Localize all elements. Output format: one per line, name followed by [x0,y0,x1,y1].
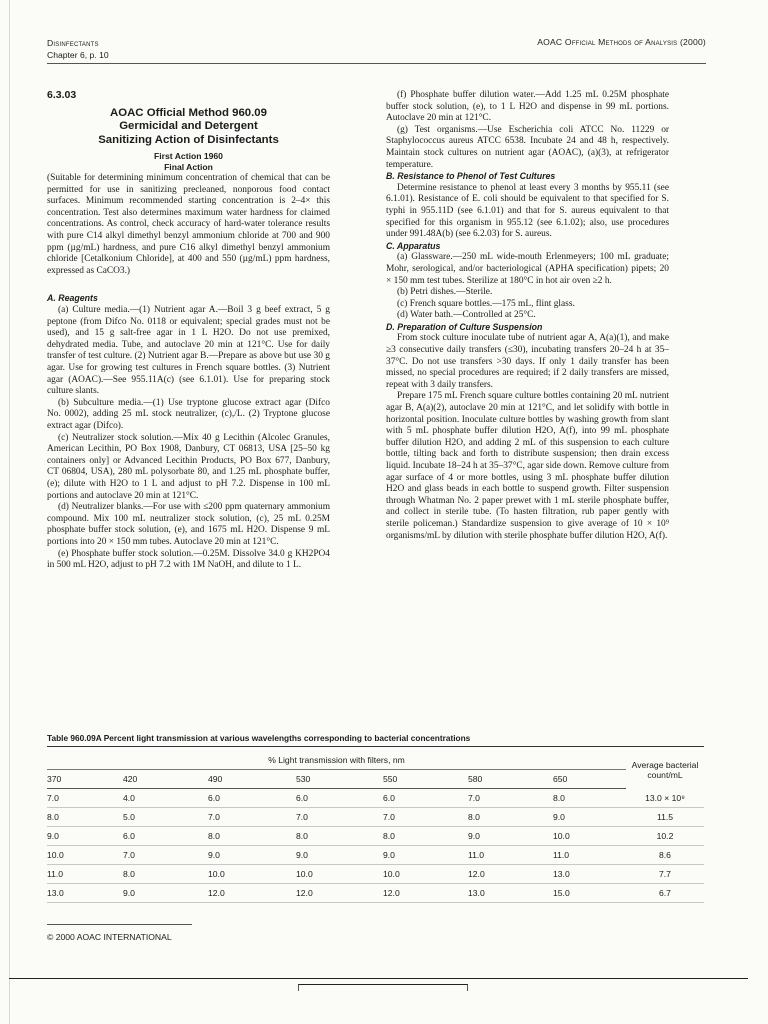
table-column-header: 530 [296,770,383,789]
table-cell: 6.0 [123,827,208,846]
table-title: Table 960.09A Percent light transmission at various wavelengths corresponding to bacterial concentrations [47,733,471,743]
table-cell: 6.0 [208,789,296,808]
table-cell: 9.0 [553,808,626,827]
table-cell: 7.0 [468,789,553,808]
table-cell: 8.0 [468,808,553,827]
left-column [47,90,330,572]
method-title [47,107,330,148]
reagent-g: (g) Test organisms.—Use Escherichia coli ATCC No. 11229 or Staphylococcus aureus ATCC 6538. Incubate 24 and 48 h, respectively. Maintain stock cultures on nutrient agar (AOAC), (a)(3), at refrigerator temperature. [386,124,669,170]
table-cell: 9.0 [208,846,296,865]
reagent-d: (d) Neutralizer blanks.—For use with ≤200 ppm quaternary ammonium compound. Mix 100 mL neutralizer stock solution, (c), 25 mL 0.25M phosphate buffer stock solution, (e), and 1675 mL H2O. Dispense 9 mL portions into 20 × 150 mm tubes. Autoclave 20 min at 121°C. [47,502,330,547]
table-cell-count: 11.5 [626,808,704,827]
apparatus-c: (c) French square bottles.—175 mL, flint glass. [397,298,575,309]
section-number: 6.3.03 [47,89,77,101]
table-avg-header: Average bacterial count/mL [631,759,699,780]
reagent-f: (f) Phosphate buffer dilution water.—Add 1.25 mL 0.25M phosphate buffer stock solution, (e), to 1 L H2O and dispense in 99 mL portions. Autoclave 20 min at 121°C. [386,90,669,124]
table-cell: 9.0 [468,827,553,846]
section-d-heading: D. Preparation of Culture Suspension [386,321,543,332]
scan-edge-line [9,978,748,979]
table-cell: 9.0 [123,884,208,903]
table-column-headers [47,770,704,789]
section-d-paragraph-2: Prepare 175 mL French square culture bottles containing 20 mL nutrient agar B, A(a)(2), autoclave 20 min at 121°C, and let solidify with bottle in horizontal position. Inoculate culture bottles by washing growth from slant with 5 mL phosphate buffer dilution H2O, A(f), into 99 mL phosphate buffer dilution H2O, and adding 2 mL of this suspension to each culture bottle, tilting back and forth to distribute suspension; then drain excess liquid. Incubate 18–24 h at 35–37°C, agar side down. Remove culture from agar surface of 4 or more bottles, using 3 mL phosphate buffer dilution H2O and glass beads in each bottle to suspend growth. Filter suspension through Whatman No. 2 paper prewet with 1 mL sterile phosphate buffer, and collect in sterile tube. (To hasten filtration, rub paper gently with sterile policeman.) Standardize suspension to give average of 10 × 10⁹ organisms/mL by dilution with sterile phosphate buffer dilution H2O, A(f). [386,391,669,541]
section-b-heading: B. Resistance to Phenol of Test Cultures [386,171,556,182]
table-cell: 8.0 [47,808,123,827]
intro-paragraph: (Suitable for determining minimum concentration of chemical that can be permitted for use in sanitizing precleaned, nonporous food contact surfaces. Minimum recommended starting concentration is 2–4× this concentration. Test also determines maximum water hardness for claimed concentrations. As control, check accuracy of hard-water tolerance results with pure C14 alkyl dimethyl benzyl ammonium chloride at 700 and 900 ppm (µg/mL) hardness, and pure C16 alkyl dimethyl benzyl ammonium chloride [Cetalkonium Chloride], at 400 and 550 (µg/mL) ppm hardness, expressed as CaCO3.) [47,173,330,276]
table-row [47,808,704,827]
table-cell-count: 6.7 [626,884,704,903]
table-cell-count: 10.2 [626,827,704,846]
table-cell: 10.0 [47,846,123,865]
page-edge [9,0,10,1024]
table-cell: 8.0 [296,827,383,846]
table-cell: 10.0 [296,865,383,884]
final-action: Final Action [164,162,213,173]
section-d-paragraph-1: From stock culture inoculate tube of nutrient agar A, A(a)(1), and make ≥3 consecutive daily transfers (≤30), incubating transfers 20–24 h at 35–37°C. Do not use transfers >30 days. If only 1 daily transfer has been missed, no special procedures are required; if 2 daily transfers are missed, repeat with 3 daily transfers. [386,333,669,390]
table-body [47,789,704,903]
table-cell: 11.0 [553,846,626,865]
table-cell: 12.0 [296,884,383,903]
table-cell: 10.0 [383,865,468,884]
section-a-heading: A. Reagents [47,293,98,304]
section-b-text: Determine resistance to phenol at least every 3 months by 955.11 (see 6.1.01). Resistance of E. coli should be equivalent to that specified for S. typhi in 955.11D (see 6.1.01) and that for S. aureus equivalent to that specified for this organism in 955.12 (see 6.1.02); also, use procedures under 991.48A(b) (see 6.2.03) for S. aureus. [386,182,669,240]
copyright-footer: © 2000 AOAC INTERNATIONAL [47,932,172,942]
table-cell-count: 7.7 [626,865,704,884]
table-row [47,865,704,884]
running-header-left [47,37,109,61]
table-cell: 13.0 [468,884,553,903]
table-cell-count: 13.0 × 10⁹ [626,789,704,808]
table-cell: 9.0 [383,846,468,865]
apparatus-b: (b) Petri dishes.—Sterile. [397,287,493,298]
table-cell: 7.0 [383,808,468,827]
table-column-header: 550 [383,770,468,789]
table-cell: 10.0 [208,865,296,884]
table-top-rule [47,746,704,747]
reagent-e: (e) Phosphate buffer stock solution.—0.25M. Dissolve 34.0 g KH2PO4 in 500 mL H2O, adjust to pH 7.2 with 1M NaOH, and dilute to 1 L. [47,548,330,571]
apparatus-d: (d) Water bath.—Controlled at 25°C. [397,310,536,321]
table-cell: 11.0 [468,846,553,865]
table-row [47,884,704,903]
table-cell: 6.0 [383,789,468,808]
method-title-line1: AOAC Official Method 960.09 [110,106,267,119]
table-column-header: 370 [47,770,123,789]
table-cell: 10.0 [553,827,626,846]
table-cell: 5.0 [123,808,208,827]
table-cell: 8.0 [123,865,208,884]
table-column-header: 580 [468,770,553,789]
first-action: First Action 1960 [154,151,223,162]
right-column [386,90,669,542]
table-cell: 12.0 [468,865,553,884]
reagent-b: (b) Subculture media.—(1) Use tryptone glucose extract agar (Difco No. 0002), adding 25 mL stock neutralizer, (c),/L. (2) Tryptone glucose extract agar (Difco). [47,397,330,431]
apparatus-a: (a) Glassware.—250 mL wide-mouth Erlenmeyers; 100 mL graduate; Mohr, serological, and/or bacteriological (APHA specification) pipets; 20 × 150 mm test tubes. Sterilize at 180°C in hot air oven ≥2 h. [386,252,669,286]
table-cell: 13.0 [553,865,626,884]
table-cell: 7.0 [296,808,383,827]
footer-rule [47,924,192,925]
table-column-header: 420 [123,770,208,789]
header-chapter: Chapter 6, p. 10 [47,50,109,60]
header-section: Disinfectants [47,38,99,48]
table-cell: 13.0 [47,884,123,903]
table-cell: 15.0 [553,884,626,903]
table-cell: 4.0 [123,789,208,808]
table-row [47,789,704,808]
reagent-c: (c) Neutralizer stock solution.—Mix 40 g Lecithin (Alcolec Granules, American Lecithin, PO Box 1908, Danbury, CT 06813, USA [25–50 kg containers only] or Advanced Lecithin Products, PO Box 677, Danbury, CT 06804, USA), 280 mL polysorbate 80, and 1.25 mL phosphate buffer, (e); dilute with H2O to 1 L and adjust to pH 7.2. Dispense in 100 mL portions and autoclave 20 min at 121°C. [47,432,330,501]
table-row [47,846,704,865]
running-header-right: AOAC Official Methods of Analysis (2000) [537,37,706,47]
table-column-header: 650 [553,770,626,789]
header-rule [47,63,706,64]
table-span-header: % Light transmission with filters, nm [268,755,405,765]
table-cell: 7.0 [123,846,208,865]
table-cell: 12.0 [208,884,296,903]
table-cell: 9.0 [296,846,383,865]
table-cell: 7.0 [208,808,296,827]
table-cell: 8.0 [208,827,296,846]
method-title-line2: Germicidal and Detergent [119,120,258,133]
scan-edge-tab [298,984,468,991]
section-c-heading: C. Apparatus [386,240,441,251]
action-status [47,151,330,173]
table-cell: 8.0 [553,789,626,808]
table-row [47,827,704,846]
table-cell-count: 8.6 [626,846,704,865]
table-cell: 11.0 [47,865,123,884]
table-cell: 6.0 [296,789,383,808]
table-cell: 9.0 [47,827,123,846]
reagent-a: (a) Culture media.—(1) Nutrient agar A.—Boil 3 g beef extract, 5 g peptone (from Difco No. 0118 or equivalent; special grades must not be used), and 15 g salt-free agar in 1 L H2O. Do not use premixed, dehydrated media. Tube, and autoclave 20 min at 121°C. Use for daily transfer of test culture. (2) Nutrient agar B.—Prepare as above but use 30 g agar. Use for growing test cultures in French square bottles. (3) Nutrient agar (AOAC).—See 955.11A(c) (see 6.1.01). Use for preparing stock culture slants. [47,305,330,397]
table-cell: 7.0 [47,789,123,808]
transmission-table [47,751,704,903]
method-title-line3: Sanitizing Action of Disinfectants [98,133,279,146]
table-column-header: 490 [208,770,296,789]
table-cell: 12.0 [383,884,468,903]
table-cell: 8.0 [383,827,468,846]
